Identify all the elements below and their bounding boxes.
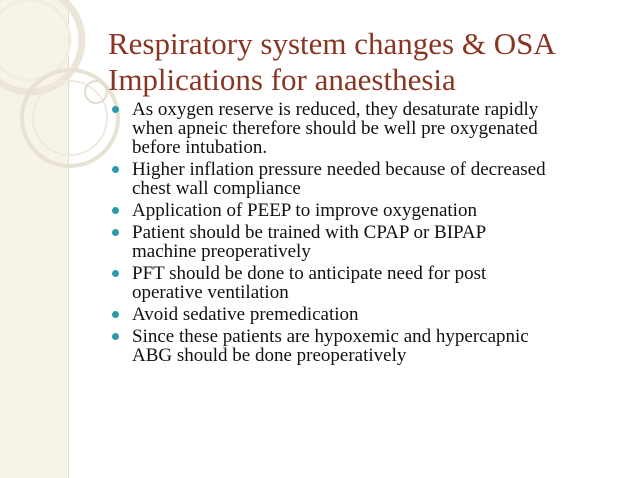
bullet-item [108,327,628,365]
bullet-text-line: Since these patients are hypoxemic and hypercapnic [132,326,529,347]
bullet-text-line: operative ventilation [132,282,289,303]
bullet-text-line: Avoid sedative premedication [132,304,359,325]
bullet-text-line: As oxygen reserve is reduced, they desaturate rapidly [132,99,539,120]
slide-title-line-2: Implications for anaesthesia [108,62,456,97]
bullet-dot-icon [112,333,119,340]
bullet-item [108,305,628,324]
bullet-text-line: before intubation. [132,137,268,158]
bullet-text-line: ABG should be done preoperatively [132,345,407,366]
bullet-dot-icon [112,207,119,214]
bullet-dot-icon [112,229,119,236]
slide-title [108,26,628,98]
bullet-text-line: Patient should be trained with CPAP or BIPAP [132,222,487,243]
bullet-dot-icon [112,166,119,173]
bullet-dot-icon [112,311,119,318]
bullet-text-line: Application of PEEP to improve oxygenation [132,200,477,221]
bullet-item [108,223,628,261]
bullet-dot-icon [112,106,119,113]
bullet-text-line: machine preoperatively [132,241,311,262]
bullet-list [108,100,628,368]
bullet-item [108,264,628,302]
bullet-item [108,201,628,220]
bullet-text-line: Higher inflation pressure needed because of decreased [132,159,546,180]
slide-title-line-1: Respiratory system changes & OSA [108,26,556,61]
bullet-text-line: chest wall compliance [132,178,301,199]
bullet-text-line: PFT should be done to anticipate need for post [132,263,487,284]
bullet-text-line: when apneic therefore should be well pre oxygenated [132,118,538,139]
bullet-item [108,160,628,198]
bullet-dot-icon [112,270,119,277]
bullet-item [108,100,628,157]
